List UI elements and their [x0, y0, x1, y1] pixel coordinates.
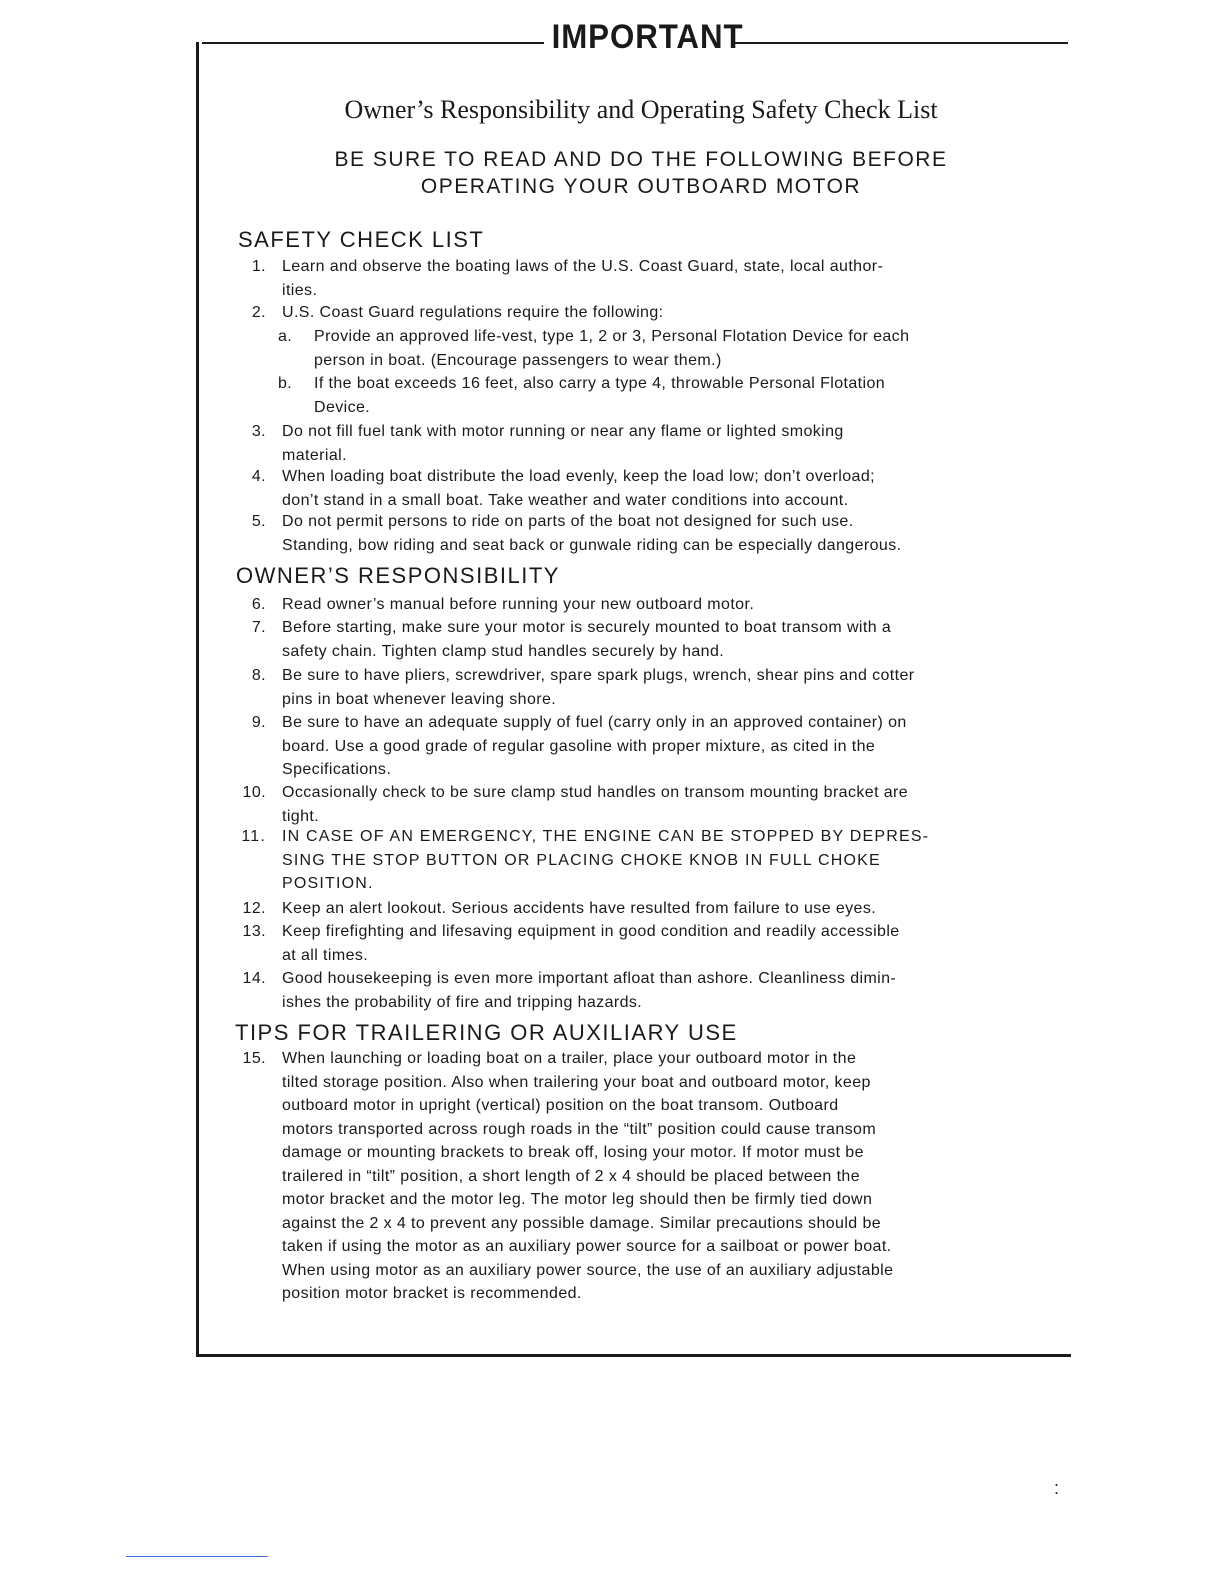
item-line: Provide an approved life-vest, type 1, 2 or 3, Personal Flotation Device for each [314, 328, 910, 345]
item-line: motor bracket and the motor leg. The motor leg should then be firmly tied down [282, 1191, 873, 1208]
checklist-item-13 [230, 920, 1060, 967]
checklist-subitem-a [278, 325, 1060, 372]
item-line: Standing, bow riding and seat back or gunwale riding can be especially dangerous. [282, 536, 902, 554]
item-line: against the 2 x 4 to prevent any possible damage. Similar precautions should be [282, 1214, 882, 1232]
item-number: 12. [242, 900, 266, 917]
item-line: If the boat exceeds 16 feet, also carry a type 4, throwable Personal Flotation [314, 375, 886, 392]
item-number: 1. [251, 258, 266, 275]
checklist-item-7 [230, 616, 1060, 663]
item-line: person in boat. (Encourage passengers to wear them.) [314, 351, 722, 369]
item-line: trailered in “tilt” position, a short length of 2 x 4 should be placed between the [282, 1167, 861, 1185]
item-line: safety chain. Tighten clamp stud handles securely by hand. [282, 642, 725, 660]
item-number: 9. [251, 714, 266, 731]
item-number: 8. [251, 667, 266, 684]
item-line: material. [282, 446, 347, 464]
item-line: Do not fill fuel tank with motor running or near any flame or lighted smoking [282, 423, 844, 440]
checklist-item-9 [230, 711, 1060, 782]
top-rule-right [734, 42, 1068, 44]
item-line: When loading boat distribute the load evenly, keep the load low; don’t overload; [282, 468, 875, 485]
item-line: Keep an alert lookout. Serious accidents have resulted from failure to use eyes. [282, 900, 877, 917]
document-title: Owner’s Responsibility and Operating Safety Check List [344, 95, 938, 124]
checklist-item-8 [230, 664, 1060, 711]
instruction-line: BE SURE TO READ AND DO THE FOLLOWING BEFORE [334, 148, 948, 171]
item-line: don’t stand in a small boat. Take weather and water conditions into account. [282, 491, 849, 509]
item-number: 13. [242, 923, 266, 940]
item-line: at all times. [282, 946, 369, 964]
checklist-item-10 [230, 781, 1060, 828]
item-line: outboard motor in upright (vertical) position on the boat transom. Outboard [282, 1097, 839, 1114]
item-line: When launching or loading boat on a trailer, place your outboard motor in the [282, 1050, 857, 1067]
instruction-line: OPERATING YOUR OUTBOARD MOTOR [420, 175, 862, 198]
read-instruction [216, 146, 1066, 200]
item-number: 6. [251, 596, 266, 613]
item-line: Do not permit persons to ride on parts of the boat not designed for such use. [282, 513, 854, 530]
important-banner: IMPORTANT [551, 18, 744, 56]
item-line: Device. [314, 398, 371, 416]
item-number: 14. [242, 970, 266, 987]
checklist-item-1 [230, 255, 1060, 302]
section-heading-safety: SAFETY CHECK LIST [238, 227, 485, 252]
checklist-item-15 [230, 1047, 1060, 1306]
item-number: 2. [251, 304, 266, 321]
item-line: Specifications. [282, 761, 392, 778]
checklist-item-12 [230, 897, 1060, 921]
item-line: IN CASE OF AN EMERGENCY, THE ENGINE CAN BE STOPPED BY DEPRES- [282, 828, 930, 845]
item-line: tight. [282, 807, 320, 825]
item-line: ities. [282, 281, 318, 299]
checklist-item-6 [230, 593, 1060, 617]
item-line: U.S. Coast Guard regulations require the following: [282, 304, 664, 321]
checklist-item-4 [230, 465, 1060, 512]
item-number: 5. [251, 513, 266, 530]
item-line: pins in boat whenever leaving shore. [282, 690, 557, 708]
item-line: Be sure to have pliers, screwdriver, spare spark plugs, wrench, shear pins and cotter [282, 667, 915, 684]
item-line: position motor bracket is recommended. [282, 1285, 582, 1302]
item-line: ishes the probability of fire and tripping hazards. [282, 993, 643, 1011]
item-line: Read owner’s manual before running your new outboard motor. [282, 596, 755, 613]
item-number: 7. [251, 619, 266, 636]
item-number: 11. [241, 828, 266, 845]
item-number: 15. [242, 1050, 266, 1067]
top-rule-left [202, 42, 544, 44]
checklist-item-11 [230, 825, 1060, 896]
item-line: board. Use a good grade of regular gasoline with proper mixture, as cited in the [282, 737, 876, 755]
item-number: 10. [242, 784, 266, 801]
checklist-subitem-b [278, 372, 1060, 419]
subitem-letter: a. [278, 328, 293, 345]
item-number: 3. [251, 423, 266, 440]
item-line: SING THE STOP BUTTON OR PLACING CHOKE KNOB IN FULL CHOKE [282, 851, 881, 869]
item-line: motors transported across rough roads in the “tilt” position could cause transom [282, 1120, 877, 1138]
checklist-item-14 [230, 967, 1060, 1014]
checklist-item-2 [230, 301, 1060, 325]
item-line: Be sure to have an adequate supply of fuel (carry only in an approved container) on [282, 714, 907, 731]
item-line: Before starting, make sure your motor is securely mounted to boat transom with a [282, 619, 892, 636]
item-line: When using motor as an auxiliary power source, the use of an auxiliary adjustable [282, 1261, 894, 1279]
item-line: Occasionally check to be sure clamp stud handles on transom mounting bracket are [282, 784, 909, 801]
checklist-item-5 [230, 510, 1060, 557]
item-line: tilted storage position. Also when trailering your boat and outboard motor, keep [282, 1073, 871, 1091]
checklist-item-3 [230, 420, 1060, 467]
item-line: POSITION. [282, 875, 374, 892]
item-line: Good housekeeping is even more important afloat than ashore. Cleanliness dimin- [282, 970, 897, 987]
item-line: taken if using the motor as an auxiliary power source for a sailboat or power boat. [282, 1238, 892, 1255]
item-line: Keep firefighting and lifesaving equipment in good condition and readily accessible [282, 923, 900, 940]
section-heading-owner: OWNER’S RESPONSIBILITY [236, 563, 560, 588]
item-number: 4. [251, 468, 266, 485]
subitem-letter: b. [278, 375, 293, 392]
section-heading-tips: TIPS FOR TRAILERING OR AUXILIARY USE [235, 1020, 738, 1045]
page-marker: : [1054, 1478, 1060, 1498]
item-line: Learn and observe the boating laws of the U.S. Coast Guard, state, local author- [282, 258, 884, 275]
footer-link-underline [126, 1556, 268, 1557]
item-line: damage or mounting brackets to break off, losing your motor. If motor must be [282, 1144, 864, 1161]
